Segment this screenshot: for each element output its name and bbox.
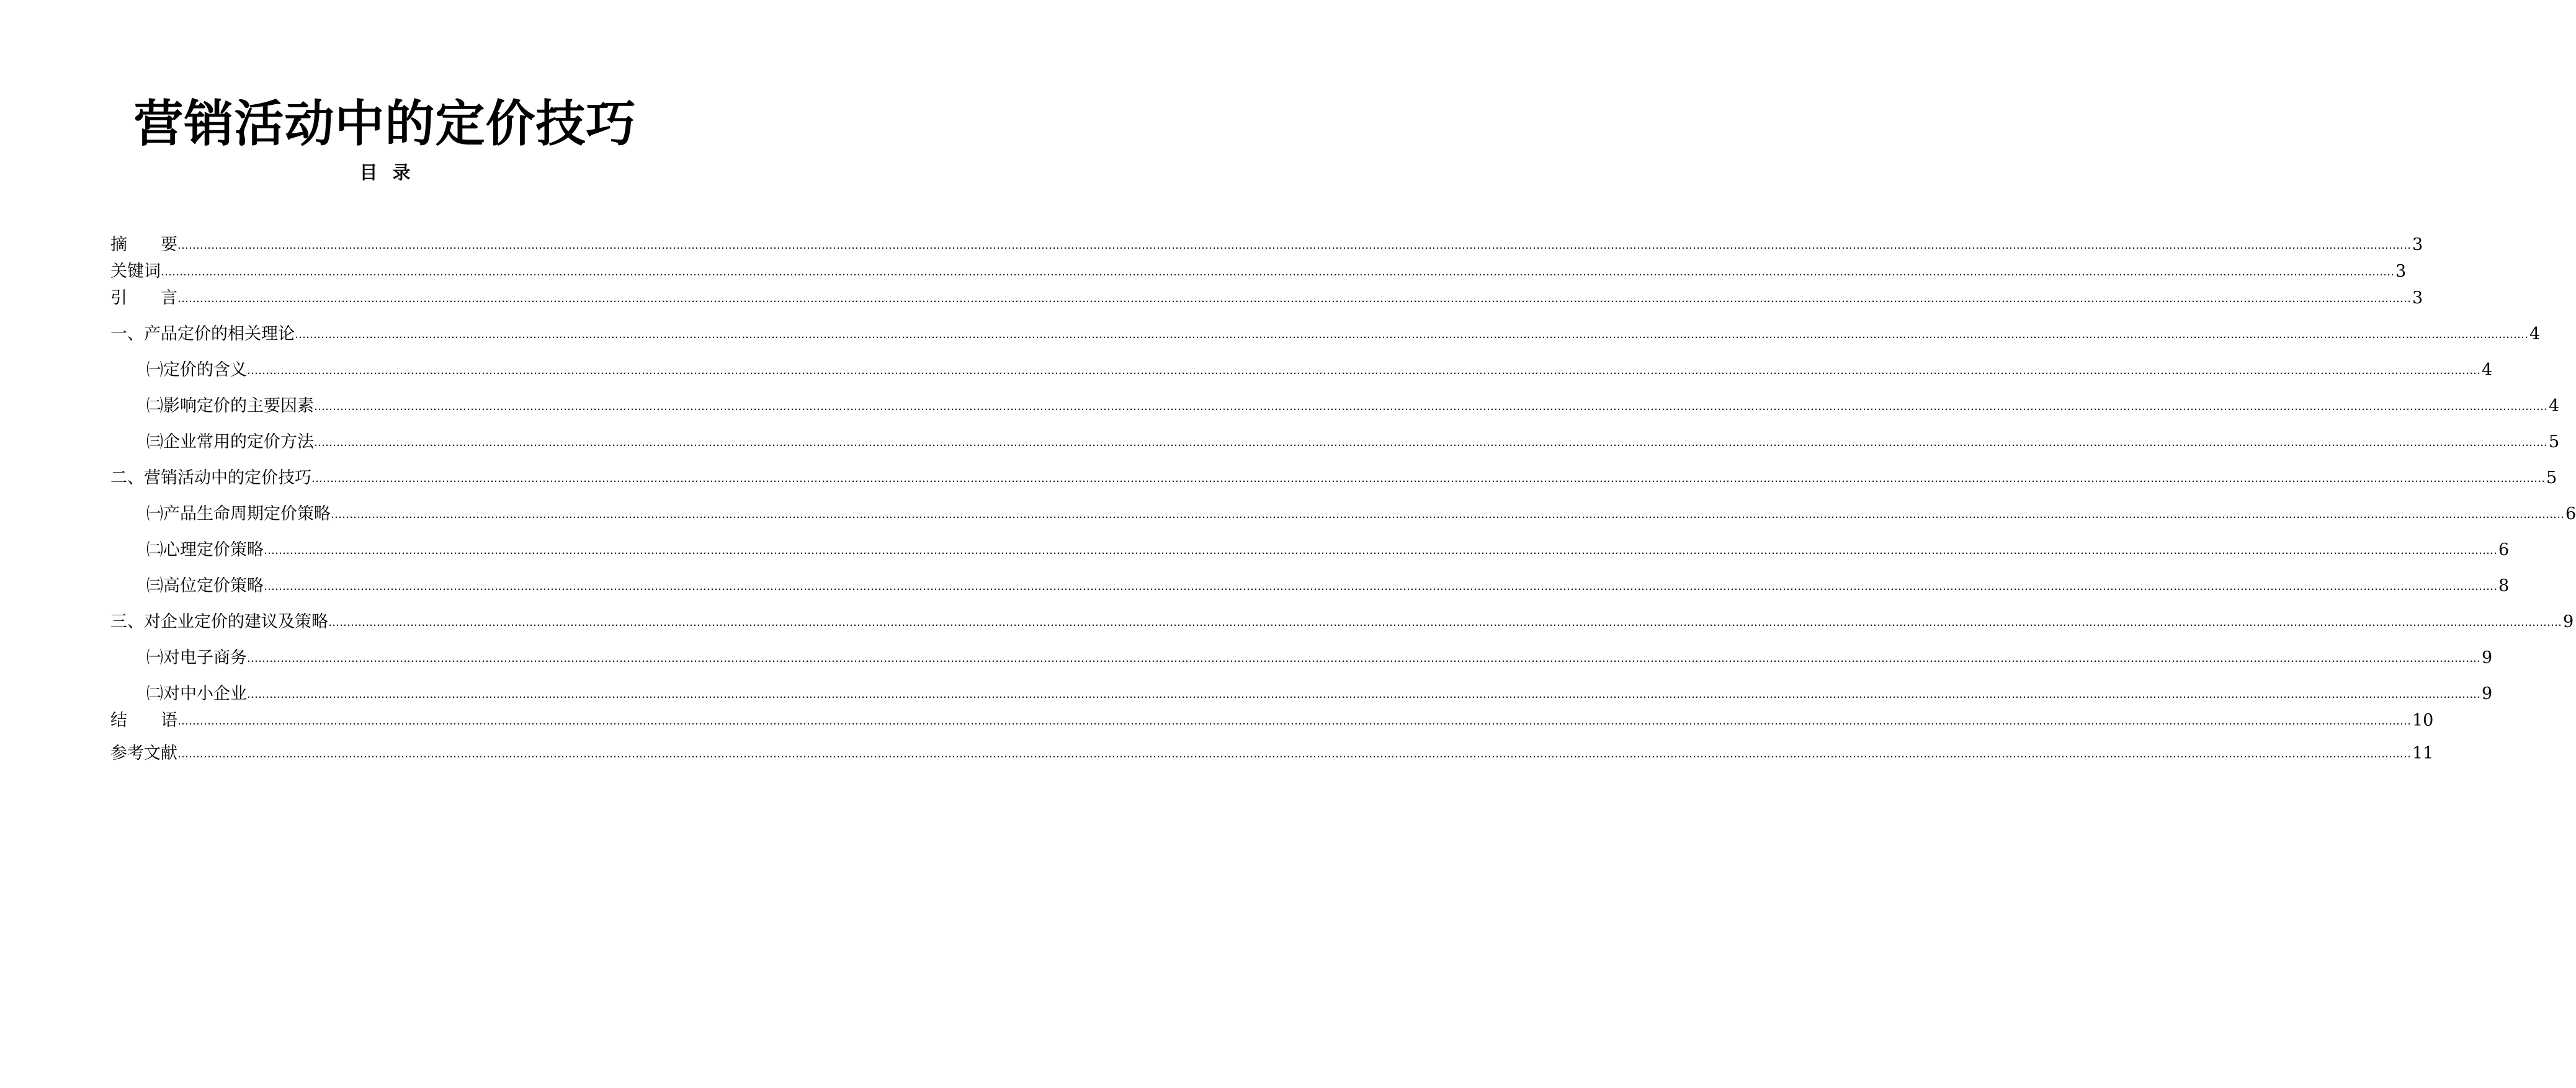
toc-entry-section-2-2[interactable] bbox=[146, 538, 2510, 563]
toc-entry-label: ㈢高位定价策略 bbox=[146, 576, 264, 595]
toc-entry-page: 6 bbox=[2498, 540, 2510, 560]
toc-entry-label: ㈢企业常用的定价方法 bbox=[146, 432, 314, 452]
toc-entry-page: 3 bbox=[2395, 262, 2407, 281]
toc-entry-page: 9 bbox=[2563, 612, 2574, 631]
toc-entry-section-2-3[interactable] bbox=[146, 574, 2510, 599]
toc-entry-label: ㈡影响定价的主要因素 bbox=[146, 396, 314, 416]
toc-entry-section-1-2[interactable] bbox=[146, 394, 2560, 419]
toc-entry-page: 9 bbox=[2482, 684, 2493, 703]
toc-entry-label: 三、对企业定价的建议及策略 bbox=[110, 612, 328, 631]
toc-entry-section-1[interactable] bbox=[110, 322, 2541, 347]
toc-entry-page: 4 bbox=[2549, 396, 2560, 416]
toc-entry-label: 二、营销活动中的定价技巧 bbox=[110, 468, 311, 488]
toc-entry-label: 一、产品定价的相关理论 bbox=[110, 324, 295, 344]
toc-entry-section-2-1[interactable] bbox=[146, 502, 2576, 527]
toc-entry-references[interactable] bbox=[110, 741, 2434, 766]
toc-entry-page: 9 bbox=[2482, 648, 2493, 667]
toc-leader-dots: …………………………………………………………………………………………………………………………………………………………………………………………………………………………………………………………………………………………………………………………………………………………………………………………………………………………………………………………………………………………………………………………………………………… bbox=[247, 364, 2480, 377]
document-title: 营销活动中的定价技巧 bbox=[133, 95, 637, 153]
toc-entry-page: 5 bbox=[2549, 432, 2560, 452]
toc-leader-dots: …………………………………………………………………………………………………………………………………………………………………………………………………………………………………………………………………………………………………………………………………………………………………………………………………………………………………………………………………………………………………………………………………………………… bbox=[177, 715, 2411, 728]
toc-leader-dots: …………………………………………………………………………………………………………………………………………………………………………………………………………………………………………………………………………………………………………………………………………………………………………………………………………………………………………………………………………………………………………………………………………………… bbox=[161, 265, 2394, 279]
toc-leader-dots: …………………………………………………………………………………………………………………………………………………………………………………………………………………………………………………………………………………………………………………………………………………………………………………………………………………………………………………………………………………………………………………………………………………… bbox=[177, 239, 2411, 252]
toc-leader-dots: …………………………………………………………………………………………………………………………………………………………………………………………………………………………………………………………………………………………………………………………………………………………………………………………………………………………………………………………………………………………………………………………………………………… bbox=[314, 436, 2547, 449]
toc-entry-label: ㈠定价的含义 bbox=[146, 360, 247, 380]
toc-leader-dots: …………………………………………………………………………………………………………………………………………………………………………………………………………………………………………………………………………………………………………………………………………………………………………………………………………………………………………………………………………………………………………………………………………………… bbox=[247, 652, 2480, 665]
toc-leader-dots: …………………………………………………………………………………………………………………………………………………………………………………………………………………………………………………………………………………………………………………………………………………………………………………………………………………………………………………………………………………………………………………………………………………… bbox=[177, 747, 2411, 760]
toc-entry-page: 4 bbox=[2482, 360, 2493, 380]
toc-entry-label: ㈡心理定价策略 bbox=[146, 540, 264, 560]
toc-entry-page: 3 bbox=[2412, 235, 2423, 254]
toc-leader-dots: …………………………………………………………………………………………………………………………………………………………………………………………………………………………………………………………………………………………………………………………………………………………………………………………………………………………………………………………………………………………………………………………………………………… bbox=[264, 544, 2497, 557]
toc-entry-page: 11 bbox=[2412, 744, 2434, 763]
toc-leader-dots: …………………………………………………………………………………………………………………………………………………………………………………………………………………………………………………………………………………………………………………………………………………………………………………………………………………………………………………………………………………………………………………………………………………… bbox=[295, 328, 2528, 341]
toc-entry-page: 6 bbox=[2565, 504, 2576, 524]
toc-entry-page: 5 bbox=[2546, 468, 2557, 488]
toc-entry-introduction[interactable] bbox=[110, 286, 2423, 311]
toc-entry-page: 8 bbox=[2498, 576, 2510, 595]
toc-leader-dots: …………………………………………………………………………………………………………………………………………………………………………………………………………………………………………………………………………………………………………………………………………………………………………………………………………………………………………………………………………………………………………………………………………………… bbox=[328, 616, 2562, 629]
toc-entry-abstract[interactable] bbox=[110, 233, 2423, 257]
toc-entry-section-3-1[interactable] bbox=[146, 646, 2493, 671]
toc-entry-label: ㈠产品生命周期定价策略 bbox=[146, 504, 331, 524]
toc-entry-label: 关键词 bbox=[110, 262, 161, 281]
toc-entry-section-2[interactable] bbox=[110, 466, 2557, 491]
toc-entry-keywords[interactable] bbox=[110, 259, 2407, 284]
toc-entry-label: 参考文献 bbox=[110, 744, 177, 763]
toc-leader-dots: …………………………………………………………………………………………………………………………………………………………………………………………………………………………………………………………………………………………………………………………………………………………………………………………………………………………………………………………………………………………………………………………………………………… bbox=[311, 472, 2545, 485]
toc-entry-page: 10 bbox=[2412, 711, 2434, 730]
toc-heading: 目录 bbox=[359, 162, 426, 183]
toc-entry-page: 3 bbox=[2412, 288, 2423, 308]
toc-entry-label: 引 言 bbox=[110, 288, 177, 308]
toc-leader-dots: …………………………………………………………………………………………………………………………………………………………………………………………………………………………………………………………………………………………………………………………………………………………………………………………………………………………………………………………………………………………………………………………………………………… bbox=[177, 292, 2411, 305]
toc-leader-dots: …………………………………………………………………………………………………………………………………………………………………………………………………………………………………………………………………………………………………………………………………………………………………………………………………………………………………………………………………………………………………………………………………………………… bbox=[264, 580, 2497, 593]
toc-entry-page: 4 bbox=[2529, 324, 2541, 344]
toc-entry-label: 摘 要 bbox=[110, 235, 177, 254]
toc-entry-section-3-2[interactable] bbox=[146, 682, 2493, 707]
toc-leader-dots: …………………………………………………………………………………………………………………………………………………………………………………………………………………………………………………………………………………………………………………………………………………………………………………………………………………………………………………………………………………………………………………………………………………… bbox=[314, 400, 2547, 413]
toc-entry-label: 结 语 bbox=[110, 711, 177, 730]
toc-entry-section-3[interactable] bbox=[110, 610, 2574, 635]
toc-leader-dots: …………………………………………………………………………………………………………………………………………………………………………………………………………………………………………………………………………………………………………………………………………………………………………………………………………………………………………………………………………………………………………………………………………………… bbox=[247, 688, 2480, 701]
toc-entry-conclusion[interactable] bbox=[110, 708, 2434, 733]
toc-entry-label: ㈠对电子商务 bbox=[146, 648, 247, 667]
toc-entry-section-1-3[interactable] bbox=[146, 430, 2560, 455]
toc-leader-dots: …………………………………………………………………………………………………………………………………………………………………………………………………………………………………………………………………………………………………………………………………………………………………………………………………………………………………………………………………………………………………………………………………………………… bbox=[331, 508, 2564, 521]
toc-entry-label: ㈡对中小企业 bbox=[146, 684, 247, 703]
toc-entry-section-1-1[interactable] bbox=[146, 358, 2493, 383]
